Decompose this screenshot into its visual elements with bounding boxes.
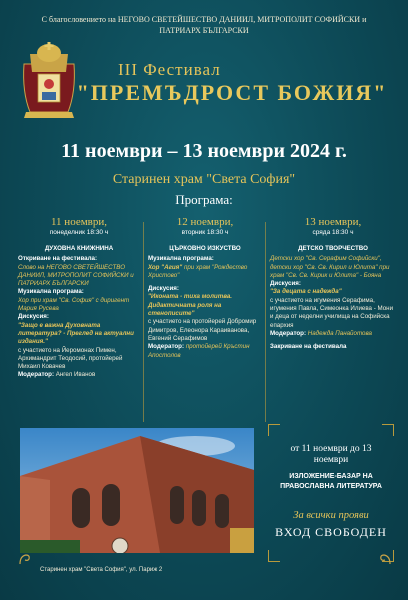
- day-section: ДУХОВНА КНИЖНИНА: [44, 245, 114, 252]
- music-text: при храм "Рождество Христово": [148, 263, 248, 279]
- discussion-label: Дискусия:: [270, 280, 301, 288]
- day-3-column: [270, 216, 396, 352]
- festival-venue: Старинен храм "Света София": [112, 172, 296, 187]
- day-date: 11 ноември,: [50, 216, 108, 228]
- day-weekday: вторник 18:30 ч: [181, 229, 229, 236]
- participants: с участието на протойерей Добромир Димитров, Елеонора Караиванова, Евгений Серафимов: [148, 318, 257, 342]
- festival-title: "ПРЕМЪДРОСТ БОЖИЯ": [76, 80, 388, 105]
- moderator-label: Модератор:: [148, 343, 185, 351]
- blessing-line-2: ПАТРИАРХ БЪЛГАРСКИ: [159, 26, 249, 35]
- day-weekday: понеделник 18:30 ч: [49, 229, 109, 236]
- discussion-title: "Иконата - тиха молитва. Дидактичната роля на стенописите": [148, 293, 233, 318]
- day-date: 12 ноември,: [176, 216, 234, 228]
- day-section: ЦЪРКОВНО ИЗКУСТВО: [169, 245, 241, 252]
- day-weekday: сряда 18:30 ч: [312, 229, 354, 236]
- frame-corner: [268, 550, 280, 562]
- blessing-line-1: С благословението на НЕГОВО СВЕТЕЙШЕСТВО ДАНИИЛ, МИТРОПОЛИТ СОФИЙСКИ и: [41, 15, 367, 24]
- footer-address: Старинен храм "Света София", ул. Париж 2: [40, 567, 163, 573]
- discussion-title: "Защо е важна Духовната литература? - Преглед на актуални издания.": [18, 321, 134, 346]
- music-text: Хор при храм "Св. София" с диригент Мария Русева: [18, 296, 130, 313]
- choirs-text: Детски хор "Св. Серафим Софийски", детски хор "Св. Св. Кирил и Юлита" при храм "Св. Св. Кирик и Юлита" - Бояна: [270, 255, 390, 279]
- column-divider: [265, 222, 266, 422]
- moderator-label: Модератор:: [18, 371, 55, 379]
- music-choir: Хор "Агия": [148, 263, 183, 271]
- frame-corner: [268, 424, 280, 436]
- music-label: Музикална програма:: [148, 255, 214, 263]
- festival-number: III Фестивал: [118, 60, 221, 79]
- closing-text: Закриване на фестивала: [270, 343, 347, 351]
- bazaar-title: ИЗЛОЖЕНИЕ-БАЗАР НА ПРАВОСЛАВНА ЛИТЕРАТУРА: [280, 473, 382, 490]
- bazaar-dates: от 11 ноември до 13 ноември: [290, 444, 372, 465]
- day-section: ДЕТСКО ТВОРЧЕСТВО: [298, 245, 368, 252]
- open-label: Откриване на фестивала:: [18, 255, 98, 263]
- church-photo: [20, 428, 254, 553]
- flourish-ornament-icon: [378, 552, 392, 566]
- column-divider: [143, 222, 144, 422]
- participants: с участието на Йеромонах Пимен, Архимандрит Теодосий, протойерей Михаил Ковачев: [18, 346, 123, 371]
- free-entry-label: ВХОД СВОБОДЕН: [275, 525, 387, 539]
- open-text: Слово на НЕГОВО СВЕТЕЙШЕСТВО ДАНИИЛ, МИТРОПОЛИТ СОФИЙСКИ и ПАТРИАРХ БЪЛГАРСКИ: [18, 263, 134, 288]
- music-label: Музикална програма:: [18, 288, 84, 296]
- day-1-column: [18, 216, 140, 380]
- moderator-name: Ангел Иванов: [55, 371, 96, 379]
- moderator-name: протойерей Кръстин Апостолов: [148, 343, 250, 359]
- day-date: 13 ноември,: [304, 216, 362, 228]
- participants: с участието на игумения Серафима, игумения Павла, Симеонка Илиева - Мони и деца от неделни училища на Софийска епархия: [270, 296, 394, 329]
- discussion-label: Дискусия:: [148, 285, 179, 293]
- moderator-label: Модератор:: [270, 329, 307, 337]
- blessing-text: [0, 14, 408, 36]
- festival-dates: 11 ноември – 13 ноември 2024 г.: [61, 140, 347, 162]
- discussion-label: Дискусия:: [18, 313, 49, 321]
- frame-corner: [382, 424, 394, 436]
- day-2-column: [148, 216, 262, 360]
- flourish-ornament-icon: [18, 552, 32, 566]
- program-heading: Програма:: [175, 192, 233, 207]
- moderator-name: Надежда Панайотова: [307, 329, 373, 337]
- info-box: [268, 424, 394, 562]
- all-events-label: За всички прояви: [293, 510, 369, 521]
- discussion-title: "За децата с надежда": [270, 288, 342, 296]
